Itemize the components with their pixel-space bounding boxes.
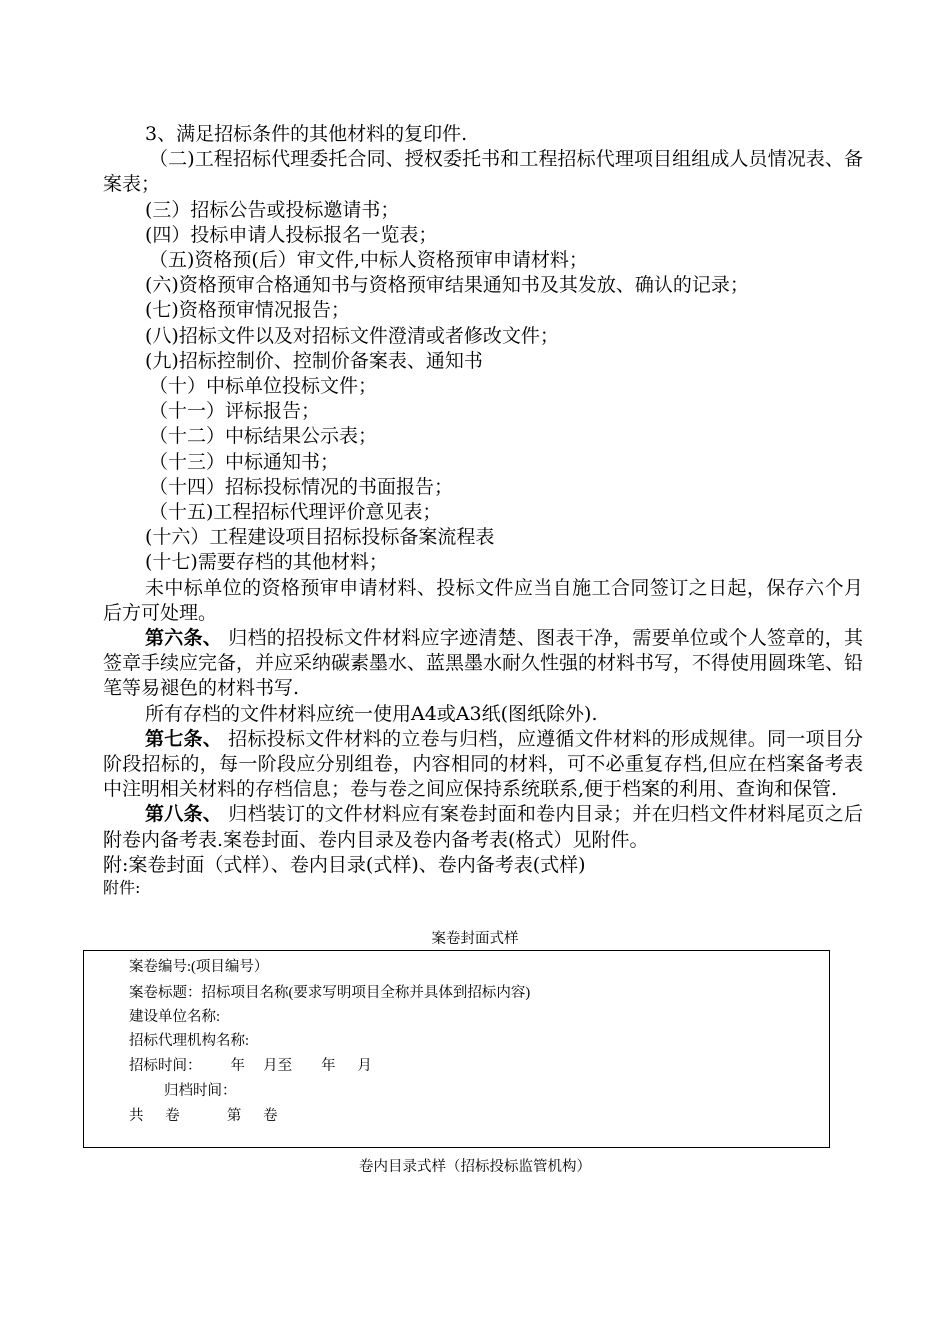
paragraph: (七)资格预审情况报告；: [145, 299, 350, 322]
paragraph: (八)招标文件以及对招标文件澄清或者修改文件；: [145, 324, 559, 347]
article-paragraph: 第八条、 归档装订的文件材料应有案卷封面和卷内目录；并在归档文件材料尾页之后附卷内备考表.案卷封面、卷内目录及卷内备考表(格式）见附件。: [103, 803, 863, 851]
cover-line: 案卷标题：招标项目名称(要求写明项目全称并具体到招标内容): [129, 985, 531, 1001]
paragraph: 附:案卷封面（式样）、卷内目录(式样)、卷内备考表(式样): [103, 853, 586, 876]
cover-line: 归档时间：: [164, 1083, 237, 1099]
paragraph: (三）招标公告或投标邀请书；: [145, 198, 400, 221]
paragraph: （十）中标单位投标文件；: [149, 375, 378, 398]
article-paragraph: 第六条、 归档的招投标文件材料应字迹清楚、图表干净，需要单位或个人签章的，其签章手续应完备，并应采纳碳素墨水、蓝黑墨水耐久性强的材料书写，不得使用圆珠笔、铅笔等易褪色的材料书写.: [103, 627, 864, 700]
paragraph: 3、满足招标条件的其他材料的复印件.: [145, 123, 468, 145]
cover-line: 共 卷 第 卷: [129, 1108, 278, 1124]
paragraph: 所有存档的文件材料应统一使用A4或A3纸(图纸除外).: [145, 702, 598, 725]
body-text: [103, 122, 863, 898]
paragraph: （二)工程招标代理委托合同、授权委托书和工程招标代理项目组组成人员情况表、备案表；: [103, 148, 863, 196]
paragraph: (六)资格预审合格通知书与资格预审结果通知书及其发放、确认的记录；: [145, 274, 749, 297]
cover-caption: 案卷封面式样: [431, 931, 519, 947]
article-heading: 第六条、: [145, 627, 222, 650]
paragraph: （五)资格预(后）审文件,中标人资格预审申请材料；: [149, 249, 588, 272]
paragraph: (十六）工程建设项目招标投标备案流程表: [145, 526, 495, 549]
paragraph: (九)招标控制价、控制价备案表、通知书: [145, 349, 483, 372]
toc-caption: 卷内目录式样（招标投标监管机构）: [359, 1159, 591, 1175]
paragraph: （十五)工程招标代理评价意见表；: [149, 501, 442, 524]
article-heading: 第八条、: [145, 803, 222, 826]
cover-line: 建设单位名称:: [129, 1009, 221, 1025]
paragraph: （十二）中标结果公示表；: [149, 425, 378, 448]
paragraph: (四）投标申请人投标报名一览表；: [145, 223, 438, 246]
cover-line: 招标代理机构名称:: [129, 1033, 250, 1049]
cover-template-box: [83, 950, 830, 1148]
paragraph: (十七)需要存档的其他材料；: [145, 551, 388, 574]
article-heading: 第七条、: [145, 727, 222, 750]
cover-line: 案卷编号:(项目编号）: [129, 959, 269, 975]
paragraph: （十四）招标投标情况的书面报告；: [149, 475, 454, 498]
article-paragraph: 第七条、 招标投标文件材料的立卷与归档，应遵循文件材料的形成规律。同一项目分阶段招标的，每一阶段应分别组卷，内容相同的材料，可不必重复存档,但应在档案备考表中注明相关材料的存档信息；卷与卷之间应保持系统联系,便于档案的利用、查询和保管.: [103, 727, 863, 801]
attachment-label: 附件:: [103, 878, 141, 898]
paragraph: （十一）评标报告；: [149, 400, 321, 423]
paragraph: （十三）中标通知书；: [149, 450, 340, 473]
paragraph: 未中标单位的资格预审申请材料、投标文件应当自施工合同签订之日起，保存六个月后方可处理。: [103, 576, 863, 624]
cover-line: 招标时间： 年 月至 年 月: [129, 1058, 372, 1074]
